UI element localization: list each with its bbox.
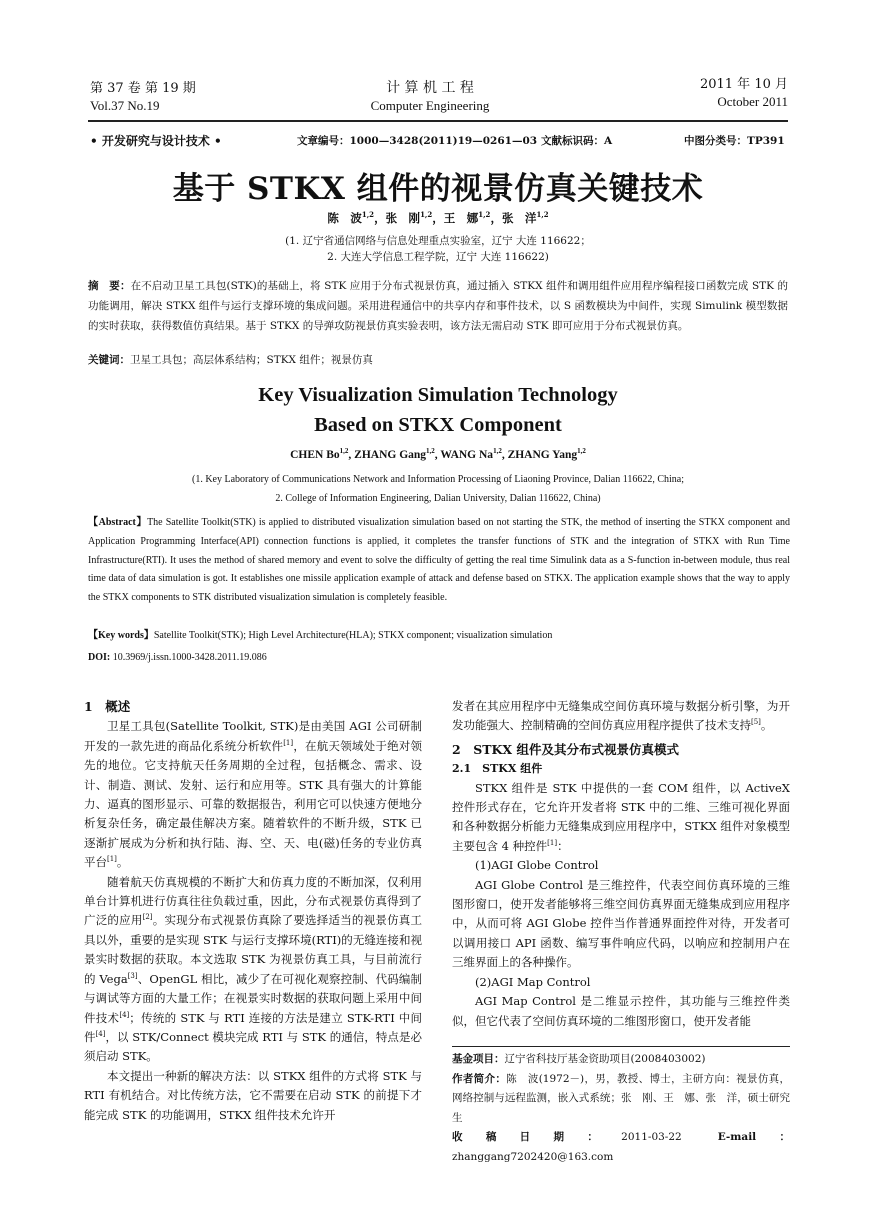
keywords-text-cn: 卫星工具包；高层体系结构；STKX 组件；视景仿真 — [130, 354, 373, 366]
keywords-en — [88, 627, 790, 646]
author-cn: 王 娜 — [443, 211, 479, 225]
received-label: 收稿日期： — [452, 1131, 622, 1143]
citation: [4] — [119, 1010, 130, 1019]
paragraph — [84, 873, 422, 1067]
paragraph — [452, 697, 790, 736]
header-rule — [88, 120, 788, 122]
volume-issue-block — [90, 80, 196, 114]
funding-label: 基金项目： — [452, 1053, 505, 1065]
citation: [3] — [127, 971, 138, 980]
text-span: 。实现分布式视景仿真除了要选择适当的视景仿真工具以外，重要的是实现 STK 与运行支撑环境(RTI)的无缝连接和视景实时数据的获取。本文选取 STK 为视景仿真工具，与目前流行的 Vega — [84, 913, 423, 986]
paragraph — [452, 779, 790, 857]
text-span: ；传统的 STK 与 RTI 连接的方法是建立 STK-RTI 中间件 — [84, 1010, 422, 1044]
paragraph: AGI Map Control 是二维显示控件，其功能与三维控件类似，但它代表了空间仿真环境的二维图形窗口，使开发者能 — [452, 994, 790, 1028]
author-en: CHEN Bo — [290, 449, 340, 461]
affiliation-line: (1. Key Laboratory of Communications Network and Information Processing of Liaoning Province, Dalian 116622, China; — [191, 474, 685, 485]
text-span: ，以 STK/Connect 模块完成 RTI 与 STK 的通信，特点是必须启动 STK。 — [84, 1029, 422, 1064]
doi-value: 10.3969/j.issn.1000-3428.2011.19.086 — [112, 652, 267, 663]
doi-label: DOI: — [88, 652, 111, 663]
journal-name-en: Computer Engineering — [370, 98, 490, 113]
author-affiliation-mark: 1,2 — [536, 210, 549, 220]
classification-number: 中图分类号：TP391 — [684, 135, 785, 147]
journal-name-block — [330, 80, 530, 114]
footnote-rule — [452, 1046, 790, 1047]
citation: [1] — [283, 738, 294, 747]
author-en: ZHANG Yang — [507, 449, 578, 461]
affiliations-cn — [88, 233, 788, 265]
paragraph — [84, 717, 422, 872]
author-cn: 张 刚 — [385, 211, 421, 225]
list-item: (1)AGI Globe Control — [475, 858, 599, 873]
paper-title-cn: 基于 STKX 组件的视景仿真关键技术 — [172, 171, 704, 207]
keywords-cn — [88, 350, 788, 370]
author-cn: 张 洋 — [501, 211, 537, 225]
paper-title-en — [88, 380, 788, 440]
paragraph: 本文提出一种新的解决方法：以 STKX 组件的方式将 STK 与 RTI 有机结合。对比传统方法，它不需要在启动 STK 的前提下才能完成 STK 的功能调用，STKX 组件技术允许开 — [84, 1068, 422, 1122]
body-left-column — [84, 697, 422, 1125]
date-cn: 2011 年 10 月 — [699, 77, 788, 92]
author-affiliation-mark: 1,2 — [478, 210, 491, 220]
journal-name-cn: 计 算 机 工 程 — [386, 80, 474, 96]
author-bio-text: 陈 波(1972－)，男，教授、博士，主研方向：视景仿真，网络控制与远程监测，嵌入式系统；张 刚、王 娜、张 洋，硕士研究生 — [452, 1072, 790, 1124]
author-en: ZHANG Gang — [354, 449, 427, 461]
citation: [1] — [547, 839, 558, 848]
list-item: (2)AGI Map Control — [475, 974, 591, 989]
author-en: WANG Na — [440, 449, 494, 461]
author-cn: 陈 波 — [327, 211, 362, 225]
author-affiliation-mark: 1,2 — [420, 210, 433, 220]
text-span: 随着航天仿真规模的不断扩大和仿真力度的不断加深，仅利用单台计算机进行仿真往往负载过重，因此，分布式视景仿真得到了广泛的应用 — [84, 874, 422, 928]
subsection-heading: 2.1 STKX 组件 — [452, 762, 543, 776]
body-right-column — [452, 697, 790, 1031]
authors-cn: 陈 波$^{1,2}$，张 刚$^{1,2}$，王 娜$^{1,2}$，张 洋$^{1,2}$ — [327, 210, 549, 225]
citation: [1] — [107, 855, 117, 864]
text-span: ： — [557, 838, 569, 853]
author-affiliation-mark: 1,2 — [577, 447, 586, 456]
affiliations-en — [88, 470, 788, 508]
article-number: 文章编号：1000—3428(2011)19—0261—03 — [297, 135, 538, 147]
author-bio-label: 作者简介： — [452, 1072, 507, 1085]
volume-en: Vol.37 No.19 — [90, 98, 160, 113]
column-label: • 开发研究与设计技术 • — [90, 134, 222, 148]
citation: [2] — [142, 913, 153, 922]
abstract-text-en: The Satellite Toolkit(STK) is applied to distributed visualization simulation based on not starting the STK, the method of inserting the STKX component and Application Programming Interface(API) connection functions is applied, it completes the transfer functions of STK and the integration of STKX with Run Time Infrastructure(RTI). It uses the method of shared memory and event to solve the difficulty of getting the real time Simulink data as a S-function in-between module, thus real time data of data simulation is got. It establishes one missile application example of attack and defense based on STKX. The application example shows that the way to apply the STKX components to STK distributed visualization simulation is completely feasible. — [88, 517, 791, 604]
date-en: October 2011 — [717, 94, 788, 109]
author-bio — [452, 1070, 790, 1129]
title-en-line: Based on STKX Component — [314, 414, 562, 436]
keywords-label-cn: 关键词： — [88, 354, 130, 366]
received-date: 2011-03-22 — [621, 1131, 682, 1143]
funding-line — [452, 1050, 790, 1070]
citation: [4] — [95, 1030, 106, 1039]
affiliation-line: 2. 大连大学信息工程学院，辽宁 大连 116622) — [327, 251, 549, 263]
volume-cn: 第 37 卷 第 19 期 — [90, 81, 196, 96]
author-affiliation-mark: 1,2 — [493, 447, 502, 456]
footnote — [452, 1050, 790, 1167]
abstract-text-cn: 在不启动卫星工具包(STK)的基础上，将 STK 应用于分布式视景仿真，通过插入 STKX 组件和调用组件应用程序编程接口函数完成 STK 的功能调用，解决 STKX 组件与运行支撑环境的集成问题。采用进程通信中的共享内存和事件技术，以 S 函数模块为中间件，实现 Simulink 模型数据的实时获取，获得数值仿真结果。基于 STKX 的导弹攻防视景仿真实验表明，该方法无需启动 STK 即可应用于分布式视景仿真。 — [88, 280, 788, 332]
received-line — [452, 1128, 790, 1167]
text-span: 、OpenGL 相比，减少了在可视化观察控制、代码编制与调试等方面的大量工作；在视景实时数据的获取问题上采用中间件技术 — [84, 971, 422, 1025]
text-span: 。 — [116, 855, 129, 870]
abstract-label-en: 【Abstract】 — [88, 517, 148, 528]
authors-en: CHEN Bo$^{1,2}$, ZHANG Gang$^{1,2}$, WANG Na$^{1,2}$, ZHANG Yang$^{1,2}$ — [290, 447, 586, 461]
funding-text: 辽宁省科技厅基金资助项目(2008403002) — [504, 1053, 706, 1065]
author-affiliation-mark: 1,2 — [339, 447, 349, 456]
document-code: 文献标识码：A — [541, 135, 613, 147]
citation: [5] — [751, 718, 761, 727]
text-span: 卫星工具包(Satellite Toolkit, STK)是由美国 AGI 公司研制开发的一款先进的商品化系统分析软件 — [84, 719, 422, 753]
text-span: 发者在其应用程序中无缝集成空间仿真环境与数据分析引擎，为开发功能强大、控制精确的空间仿真应用程序提供了技术支持 — [452, 699, 790, 733]
author-affiliation-mark: 1,2 — [361, 210, 375, 220]
issue-date-block — [660, 76, 788, 110]
email-label: E-mail： — [717, 1131, 790, 1143]
abstract-cn — [88, 276, 788, 336]
text-span: ，在航天领域处于绝对领先的地位。它支持航天任务周期的全过程，包括概念、需求、设计、制造、测试、发射、运行和应用等。STK 具有强大的计算能力、逼真的图形显示、可靠的数据报告，利用它可以快速方便地分析复杂任务，确定最佳解决方案。随着软件的不断升级，STK 已逐渐扩展成为分析和执行陆、海、空、天、电(磁)任务的专业仿真平台 — [84, 738, 423, 870]
affiliation-line: 2. College of Information Engineering, Dalian University, Dalian 116622, China) — [275, 493, 601, 504]
section-heading: 1 概述 — [84, 699, 131, 714]
email-address: zhanggang7202420@163.com — [452, 1150, 614, 1163]
section-heading: 2 STKX 组件及其分布式视景仿真模式 — [452, 741, 679, 757]
abstract-en — [88, 514, 790, 608]
text-span: STKX 组件是 STK 中提供的一套 COM 组件，以 ActiveX 控件形式存在，它允许开发者将 STK 中的二维、三维可视化界面和各种数据分析能力无缝集成到应用程序中，STKX 组件对象模型主要包含 4 种控件 — [452, 780, 790, 853]
affiliation-line: (1. 辽宁省通信网络与信息处理重点实验室，辽宁 大连 116622； — [285, 235, 591, 247]
keywords-label-en: 【Key words】 — [88, 630, 154, 641]
text-span: 。 — [760, 718, 773, 733]
keywords-text-en: Satellite Toolkit(STK); High Level Architecture(HLA); STKX component; visualization simulation — [153, 630, 553, 641]
abstract-label-cn: 摘 要： — [88, 280, 131, 292]
title-en-line: Key Visualization Simulation Technology — [258, 384, 618, 406]
author-affiliation-mark: 1,2 — [426, 447, 435, 456]
doi-line — [88, 649, 790, 668]
paragraph: AGI Globe Control 是三维控件，代表空间仿真环境的三维图形窗口，使开发者能够将三维空间仿真界面无缝集成到应用程序中，从而可将 AGI Globe 控件当作普通界面控件对待，开发者可以调用接口 API 函数、编写事件响应代码，以响应和控制用户在三维界面上的各种操作。 — [452, 877, 790, 970]
